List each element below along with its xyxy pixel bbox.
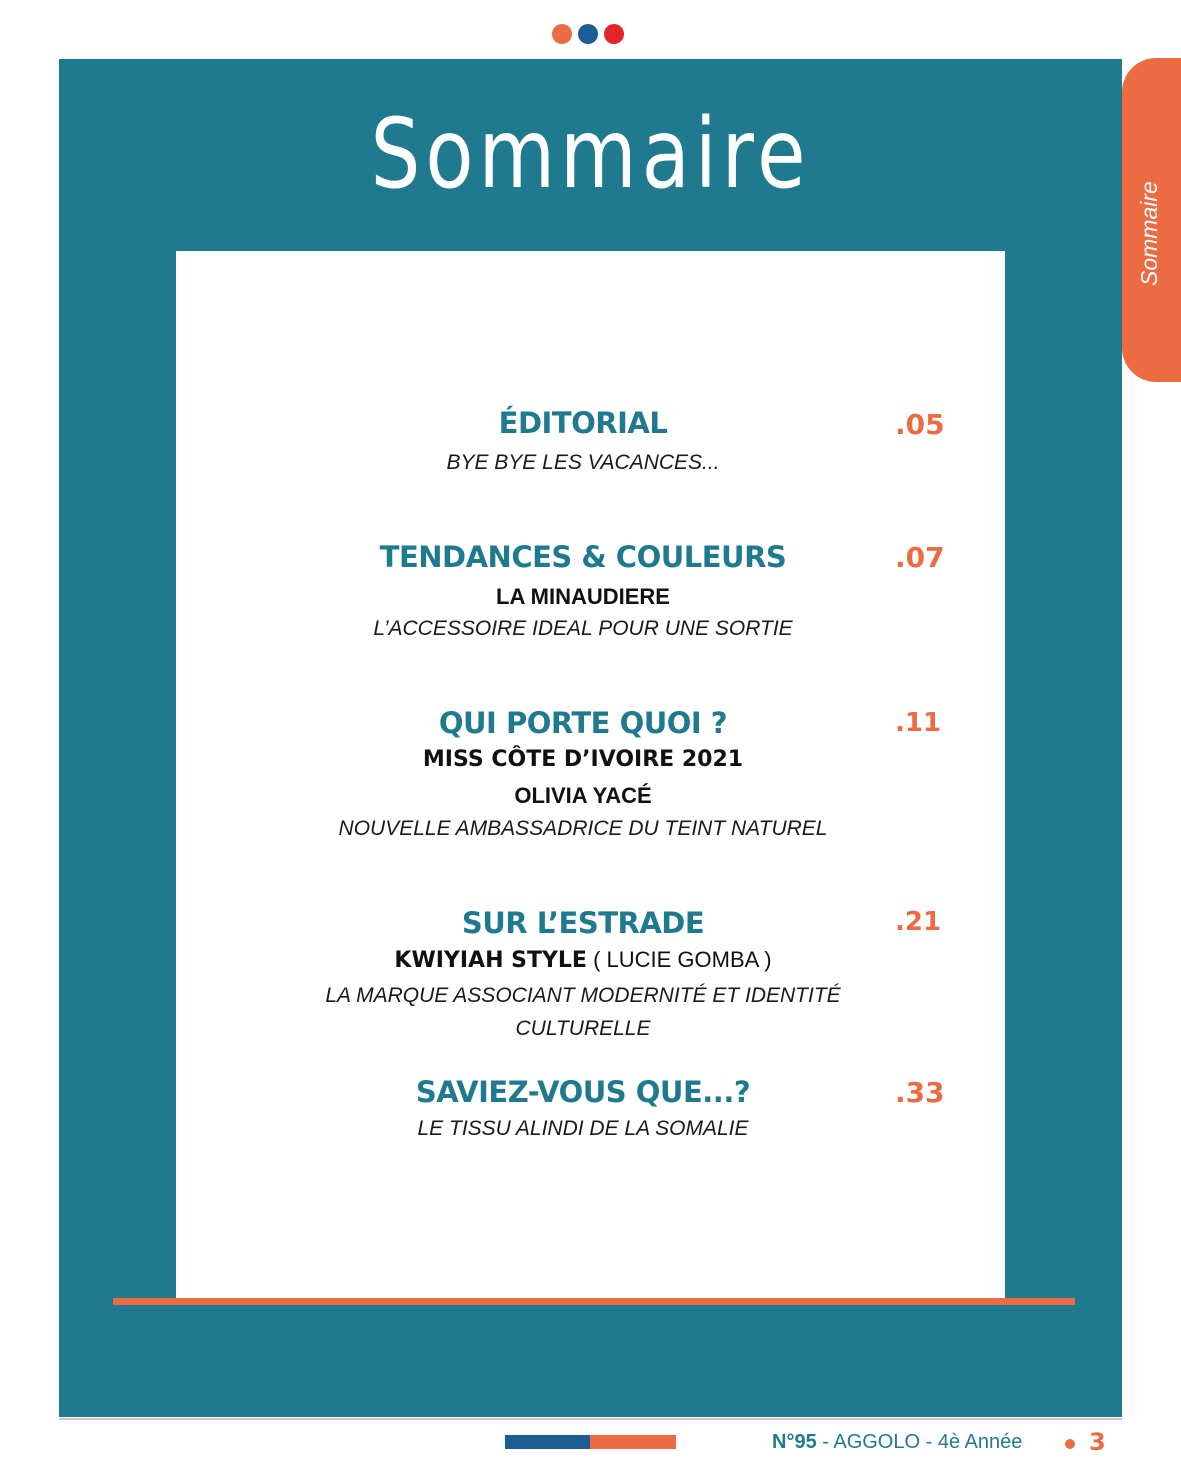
toc-page-editorial[interactable]: .05 — [895, 408, 945, 441]
toc-subtitle-tendances: L’ACCESSOIRE IDEAL POUR UNE SORTIE — [373, 617, 793, 640]
red-dot — [604, 24, 624, 44]
footer-rule — [59, 1418, 1122, 1420]
footer-issue-text — [772, 1431, 1022, 1454]
toc-page-estrade[interactable]: .21 — [895, 907, 942, 937]
side-tab-label: Sommaire — [1136, 181, 1162, 286]
toc-sub-bold-qui-porte-1: MISS CÔTE D’IVOIRE 2021 — [422, 747, 744, 772]
toc-title-tendances[interactable]: TENDANCES & COULEURS — [379, 540, 787, 574]
toc-sub-bold-estrade: KWIYIAH STYLE — [394, 948, 587, 973]
footer-orange-bar — [590, 1435, 676, 1449]
toc-subtitle-editorial: BYE BYE LES VACANCES... — [446, 451, 720, 474]
toc-page-qui-porte[interactable]: .11 — [895, 708, 942, 738]
footer-blue-bar — [505, 1435, 590, 1449]
footer-issue-number: N°95 — [772, 1431, 817, 1453]
footer-dot-icon — [1065, 1439, 1075, 1449]
toc-title-estrade[interactable]: SUR L’ESTRADE — [461, 906, 705, 940]
footer-publication: - AGGOLO - 4è Année — [816, 1431, 1023, 1453]
toc-subtitle-saviez: LE TISSU ALINDI DE LA SOMALIE — [417, 1117, 749, 1140]
orange-dot — [552, 24, 572, 44]
toc-subtitle-estrade-2: CULTURELLE — [515, 1017, 651, 1040]
header-dots — [552, 24, 624, 44]
footer-page-number: 3 — [1089, 1428, 1106, 1456]
toc-page-tendances[interactable]: .07 — [895, 541, 945, 574]
toc-sub-estrade — [183, 947, 983, 973]
toc-page-saviez[interactable]: .33 — [895, 1076, 945, 1109]
toc-sub-bold-qui-porte-2: OLIVIA YACÉ — [514, 783, 652, 808]
blue-dot — [578, 24, 598, 44]
toc-subtitle-estrade-1: LA MARQUE ASSOCIANT MODERNITÉ ET IDENTITÉ — [325, 984, 841, 1007]
toc-title-qui-porte[interactable]: QUI PORTE QUOI ? — [438, 706, 728, 740]
toc-sub-bold-tendances: LA MINAUDIERE — [496, 584, 670, 609]
toc-subtitle-qui-porte: NOUVELLE AMBASSADRICE DU TEINT NATUREL — [338, 817, 828, 840]
orange-divider — [113, 1298, 1075, 1305]
toc-title-editorial[interactable]: ÉDITORIAL — [498, 406, 668, 440]
toc-sub-normal-estrade: ( LUCIE GOMBA ) — [586, 947, 772, 972]
toc-title-saviez[interactable]: SAVIEZ-VOUS QUE...? — [415, 1075, 751, 1109]
page-title: Sommaire — [370, 98, 811, 210]
